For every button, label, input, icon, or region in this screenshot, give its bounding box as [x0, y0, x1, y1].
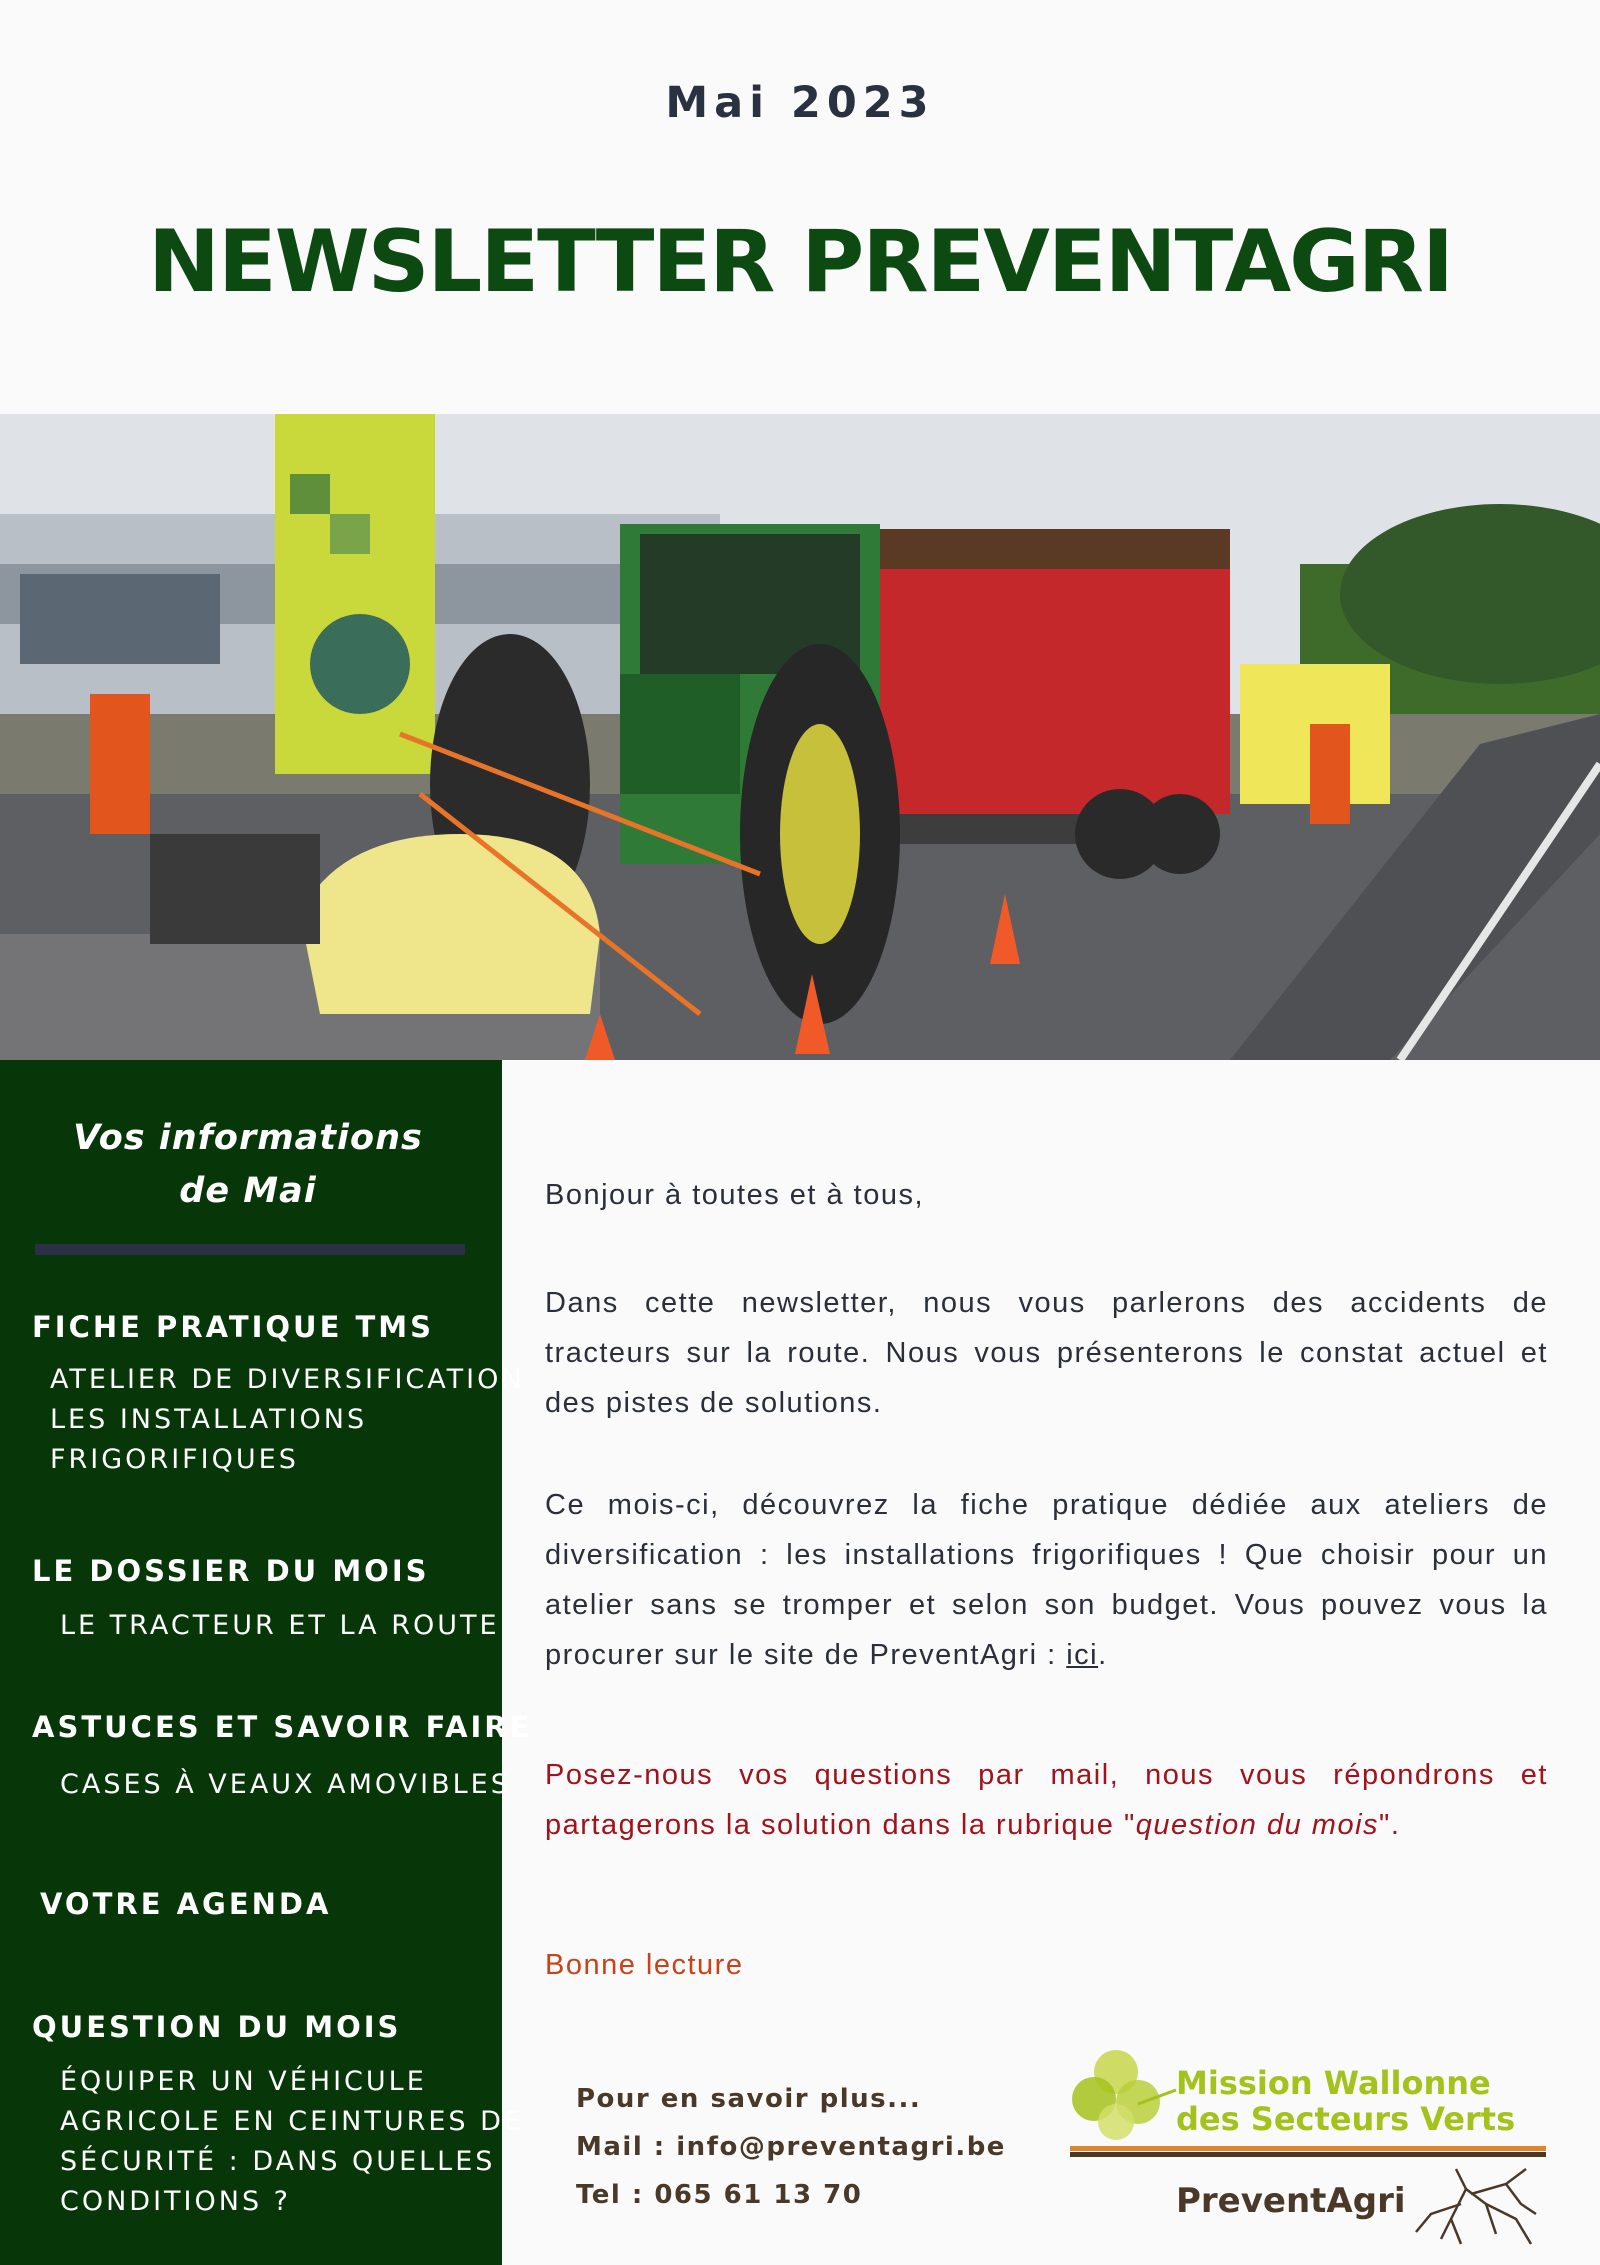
- sidebar: [0, 1060, 533, 2265]
- clover-icon: [1072, 2050, 1176, 2140]
- issue-date: Mai 2023: [665, 78, 935, 128]
- question-du-mois-item[interactable]: CONDITIONS ?: [60, 2186, 292, 2217]
- astuces-item[interactable]: CASES À VEAUX AMOVIBLES: [60, 1769, 511, 1800]
- fiche-pratique-text: Ce mois-ci, découvrez la fiche pratique dédiée aux ateliers de diversification : les installations frigorifiques ! Que choisir pour un atelier sans se tromper et selon son budget. Vous pouvez vous la procurer sur le site de PreventAgri :: [545, 1489, 1548, 1671]
- question-end: ".: [1379, 1809, 1401, 1841]
- logo-rule-orange: [1070, 2146, 1546, 2151]
- tractor-accident-photo: [0, 414, 1600, 1060]
- section-astuces[interactable]: ASTUCES ET SAVOIR FAIRE: [32, 1710, 533, 1744]
- question-paragraph: [545, 1750, 1548, 1850]
- sidebar-heading-line2: de Mai: [179, 1171, 317, 1211]
- closing-line: Bonne lecture: [545, 1949, 744, 1981]
- mission-wallonne-logo-graphic: [1066, 2044, 1566, 2254]
- section-dossier-du-mois[interactable]: LE DOSSIER DU MOIS: [32, 1554, 430, 1588]
- fiche-pratique-paragraph: [545, 1480, 1548, 1680]
- fiche-pratique-end: .: [1098, 1639, 1108, 1671]
- section-question-du-mois[interactable]: QUESTION DU MOIS: [32, 2010, 402, 2044]
- intro-paragraph: Dans cette newsletter, nous vous parlerons des accidents de tracteurs sur la route. Nous vous présenterons le constat actuel et des pistes de solutions.: [545, 1287, 1548, 1419]
- dossier-du-mois-item[interactable]: LE TRACTEUR ET LA ROUTE: [60, 1610, 500, 1641]
- newsletter-title: NEWSLETTER PREVENTAGRI: [148, 212, 1452, 312]
- logo-line1: Mission Wallonne: [1176, 2064, 1491, 2102]
- logo-line2: des Secteurs Verts: [1176, 2100, 1516, 2138]
- question-du-mois-item[interactable]: AGRICOLE EN CEINTURES DE: [60, 2106, 524, 2137]
- hero-photo: [0, 414, 1600, 1060]
- preventagri-link[interactable]: ici: [1066, 1639, 1099, 1671]
- fiche-pratique-item[interactable]: ATELIER DE DIVERSIFICATION: [50, 1364, 525, 1395]
- contact-phone[interactable]: Tel : 065 61 13 70: [576, 2180, 863, 2210]
- header: [0, 0, 1600, 414]
- mission-wallonne-logo: [1066, 2044, 1566, 2254]
- main-content: [502, 1060, 1600, 2265]
- logo-rule-brown: [1070, 2152, 1546, 2157]
- sidebar-heading-line1: Vos informations: [73, 1118, 423, 1158]
- question-rubrique: question du mois: [1135, 1809, 1380, 1841]
- sidebar-divider: [35, 1244, 465, 1255]
- roots-icon: [1416, 2169, 1536, 2244]
- greeting: Bonjour à toutes et à tous,: [545, 1179, 925, 1211]
- section-agenda[interactable]: VOTRE AGENDA: [40, 1887, 332, 1921]
- contact-heading: Pour en savoir plus...: [576, 2084, 922, 2114]
- sidebar-heading: [0, 1112, 496, 1218]
- question-du-mois-item[interactable]: SÉCURITÉ : DANS QUELLES: [60, 2146, 496, 2177]
- logo-brand: PreventAgri: [1176, 2181, 1406, 2221]
- question-text: Posez-nous vos questions par mail, nous vous répondrons et partagerons la solution dans la rubrique ": [545, 1759, 1548, 1841]
- fiche-pratique-item[interactable]: LES INSTALLATIONS: [50, 1404, 368, 1435]
- question-du-mois-item[interactable]: ÉQUIPER UN VÉHICULE: [60, 2066, 427, 2097]
- section-fiche-pratique[interactable]: FICHE PRATIQUE TMS: [32, 1310, 435, 1344]
- contact-email[interactable]: Mail : info@preventagri.be: [576, 2132, 1006, 2162]
- fiche-pratique-item[interactable]: FRIGORIFIQUES: [50, 1444, 299, 1475]
